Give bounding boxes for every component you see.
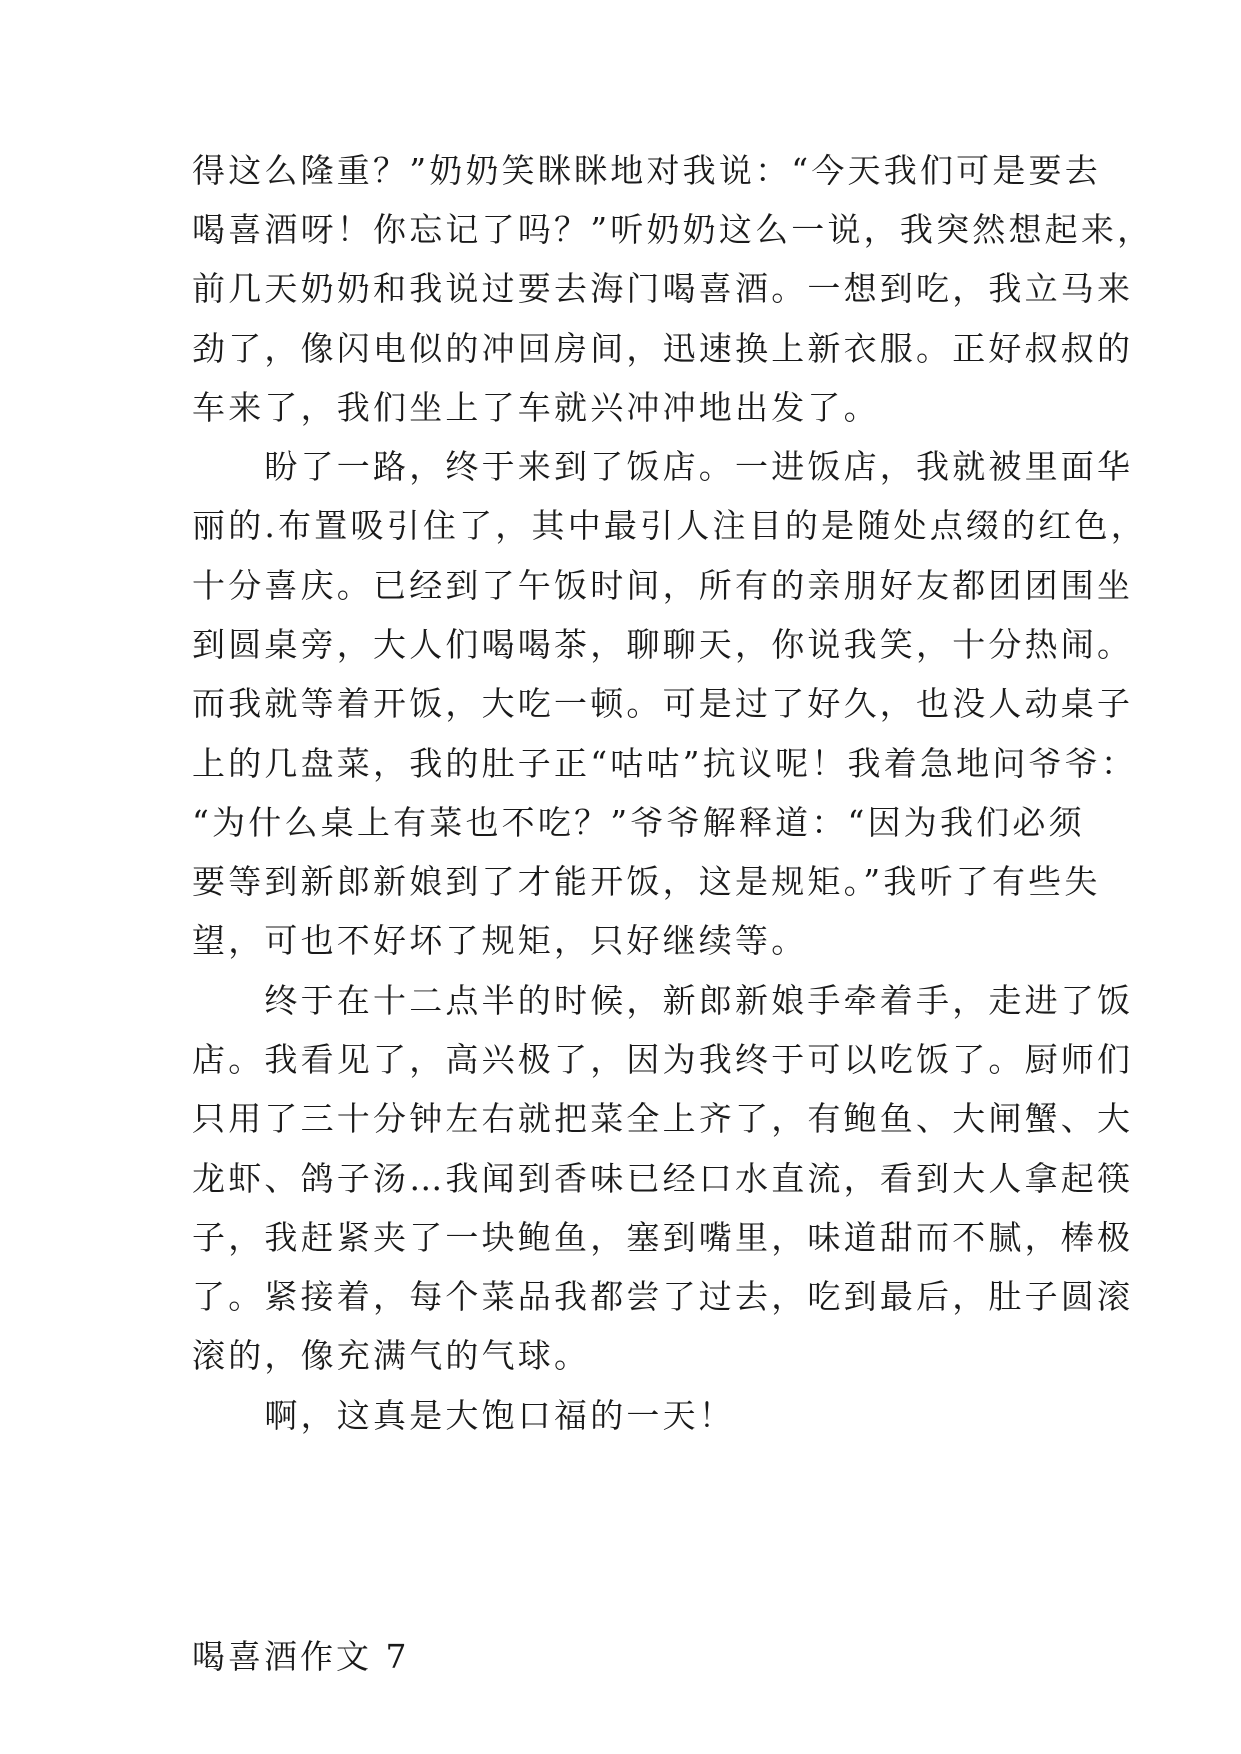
text-line: 而我就等着开饭，大吃一顿。可是过了好久，也没人动桌子	[192, 684, 1134, 723]
text-line: 子，我赶紧夹了一块鲍鱼，塞到嘴里，味道甜而不腻，棒极	[192, 1218, 1134, 1257]
text-line: 喝喜酒呀！你忘记了吗？”听奶奶这么一说，我突然想起来，	[192, 210, 1154, 249]
text-line: 了。紧接着，每个菜品我都尝了过去，吃到最后，肚子圆滚	[192, 1277, 1134, 1316]
text-line: 上的几盘菜，我的肚子正“咕咕”抗议呢！我着急地问爷爷：	[192, 744, 1138, 783]
text-line: 车来了，我们坐上了车就兴冲冲地出发了。	[192, 388, 880, 427]
text-line: 到圆桌旁，大人们喝喝茶，聊聊天，你说我笑，十分热闹。	[192, 625, 1134, 664]
text-line: 终于在十二点半的时候，新郎新娘手牵着手，走进了饭	[192, 981, 1134, 1020]
text-line: 望，可也不好坏了规矩，只好继续等。	[192, 921, 808, 960]
text-line: 啊，这真是大饱口福的一天！	[192, 1396, 735, 1435]
text-line: 龙虾、鸽子汤…我闻到香味已经口水直流，看到大人拿起筷	[192, 1159, 1134, 1198]
text-line: 要等到新郎新娘到了才能开饭，这是规矩。”我听了有些失	[192, 862, 1101, 901]
text-line: 得这么隆重？”奶奶笑眯眯地对我说：“今天我们可是要去	[192, 151, 1101, 190]
text-line: 滚的，像充满气的气球。	[192, 1336, 591, 1375]
section-heading: 喝喜酒作文 7	[192, 1637, 410, 1676]
text-line: 丽的.布置吸引住了，其中最引人注目的是随处点缀的红色，	[192, 506, 1147, 545]
text-line: 盼了一路，终于来到了饭店。一进饭店，我就被里面华	[192, 447, 1134, 486]
text-line: 前几天奶奶和我说过要去海门喝喜酒。一想到吃，我立马来	[192, 269, 1134, 308]
text-line: 店。我看见了，高兴极了，因为我终于可以吃饭了。厨师们	[192, 1040, 1134, 1079]
text-line: 十分喜庆。已经到了午饭时间，所有的亲朋好友都团团围坐	[192, 566, 1134, 605]
text-line: 只用了三十分钟左右就把菜全上齐了，有鲍鱼、大闸蟹、大	[192, 1099, 1134, 1138]
text-line: “为什么桌上有菜也不吃？”爷爷解释道：“因为我们必须	[192, 803, 1085, 842]
text-line: 劲了，像闪电似的冲回房间，迅速换上新衣服。正好叔叔的	[192, 329, 1134, 368]
